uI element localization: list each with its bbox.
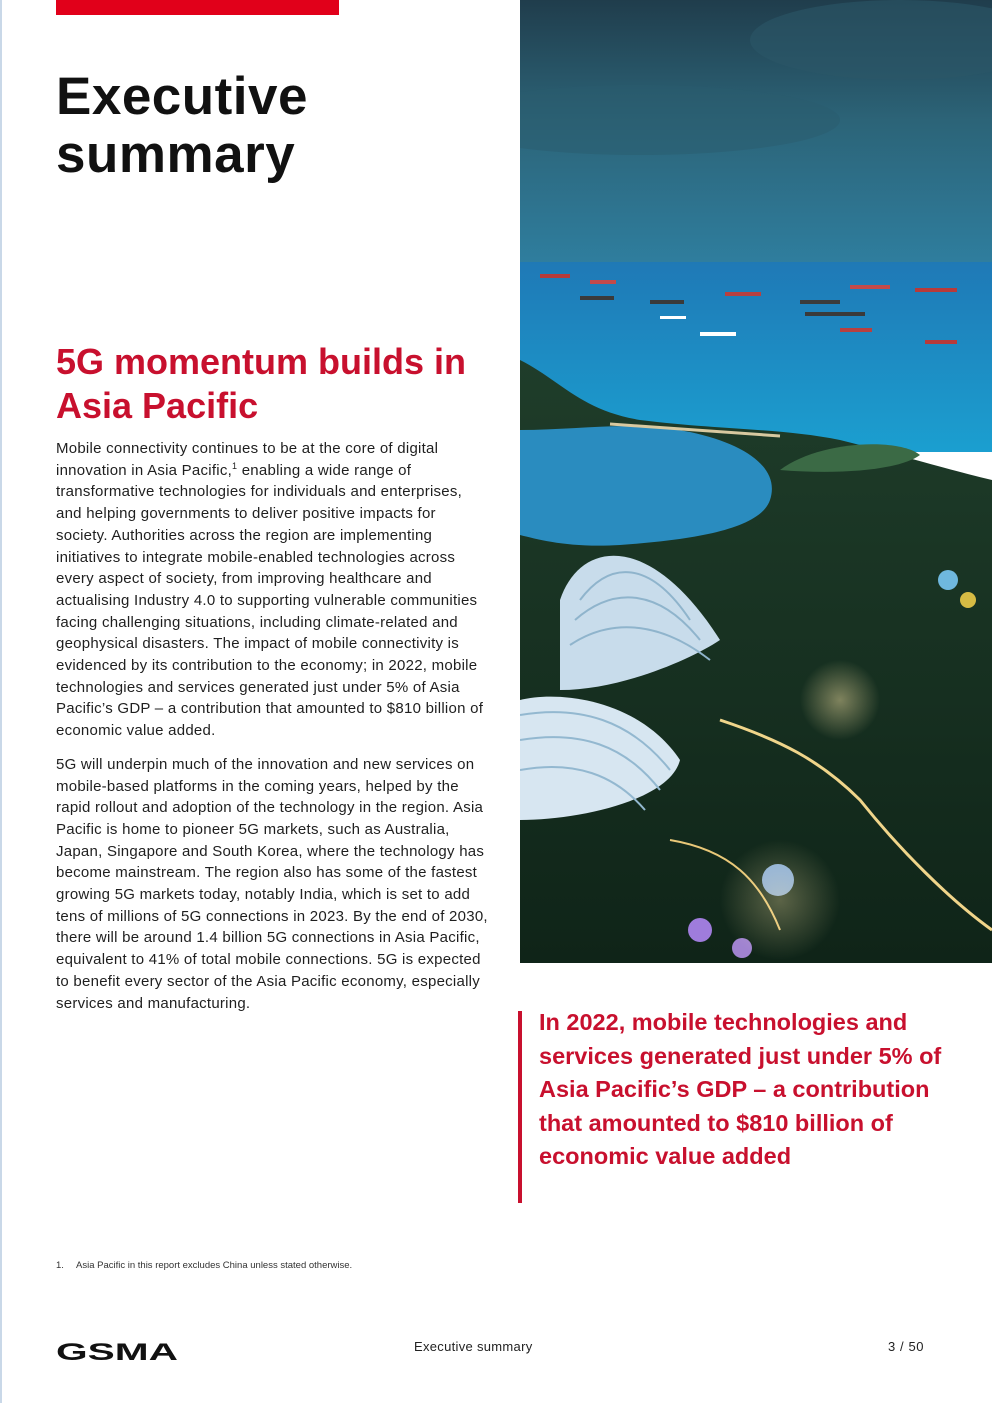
photo-ship	[725, 292, 761, 296]
gsma-logo	[56, 1340, 180, 1364]
body-paragraph-2: 5G will underpin much of the innovation and new services on mobile-based platforms in the coming years, helped by the rapid rollout and adoption of the technology in the region. Asia Pacific is home to pioneer 5G markets, such as Australia, Japan, Singapore and South Korea, where the technology has become mainstream. The region also has some of the fastest growing 5G markets today, notably India, which is set to add tens of millions of 5G connections in 2023. By the end of 2030, there will be around 1.4 billion 5G connections in Asia Pacific, equivalent to 41% of total mobile connections. 5G is expected to benefit every sector of the Asia Pacific economy, especially services and manufacturing.	[56, 755, 488, 1012]
photo-ship	[580, 296, 614, 300]
photo-ship	[700, 332, 736, 336]
body-text	[56, 438, 488, 1026]
section-heading: 5G momentum builds in Asia Pacific	[56, 341, 467, 426]
footnote	[56, 1260, 352, 1271]
photo-ship	[800, 300, 840, 304]
footer-section-label: Executive summary	[414, 1339, 533, 1354]
photo-ship	[540, 274, 570, 278]
photo-light-glow	[720, 840, 840, 960]
page-edge-line	[0, 0, 2, 1403]
gsma-logo-text: GSMA	[56, 1340, 178, 1364]
photo-ship	[915, 288, 957, 292]
body-paragraph-1-part-1: Mobile connectivity continues to be at the core of digital innovation in Asia Pacific,	[56, 440, 439, 479]
photo-ship	[850, 285, 890, 289]
footer-page-number: 3 / 50	[888, 1339, 925, 1354]
photo-supertree	[938, 570, 958, 590]
footnote-reference[interactable]: 1	[232, 460, 238, 471]
photo-ship	[925, 340, 957, 344]
photo-ship	[840, 328, 872, 332]
pullquote-rule	[518, 1011, 522, 1203]
photo-ship	[805, 312, 865, 316]
photo-ship	[660, 316, 686, 319]
footnote-number: 1.	[56, 1260, 64, 1271]
body-paragraph-1	[56, 438, 488, 742]
header-accent-bar	[56, 0, 339, 15]
photo-supertree	[960, 592, 976, 608]
footnote-text: Asia Pacific in this report excludes China unless stated otherwise.	[76, 1260, 353, 1271]
pullquote: In 2022, mobile technologies and services generated just under 5% of Asia Pacific’s GDP – a contribution that amounted to $810 billion of economic value added	[539, 1009, 942, 1169]
photo-ship	[650, 300, 684, 304]
page-title	[56, 68, 308, 184]
page-title-text: Executive summary	[56, 67, 308, 184]
photo-supertree	[688, 918, 712, 942]
photo-ship	[590, 280, 616, 284]
aerial-city-bay-photo	[520, 0, 992, 963]
photo-light-glow	[800, 660, 880, 740]
body-paragraph-1-part-2: enabling a wide range of transformative technologies for individuals and enterprises, and helping governments to deliver positive impacts for society. Authorities across the region are implementing initiatives to integrate mobile-enabled technologies across every aspect of society, from improving healthcare and actualising Industry 4.0 to supporting vulnerable communities facing challenging situations, including climate-related and geophysical disasters. The impact of mobile connectivity is evidenced by its contribution to the economy; in 2022, mobile technologies and services generated just under 5% of Asia Pacific’s GDP – a contribution that amounted to $810 billion of economic value added.	[56, 461, 484, 740]
